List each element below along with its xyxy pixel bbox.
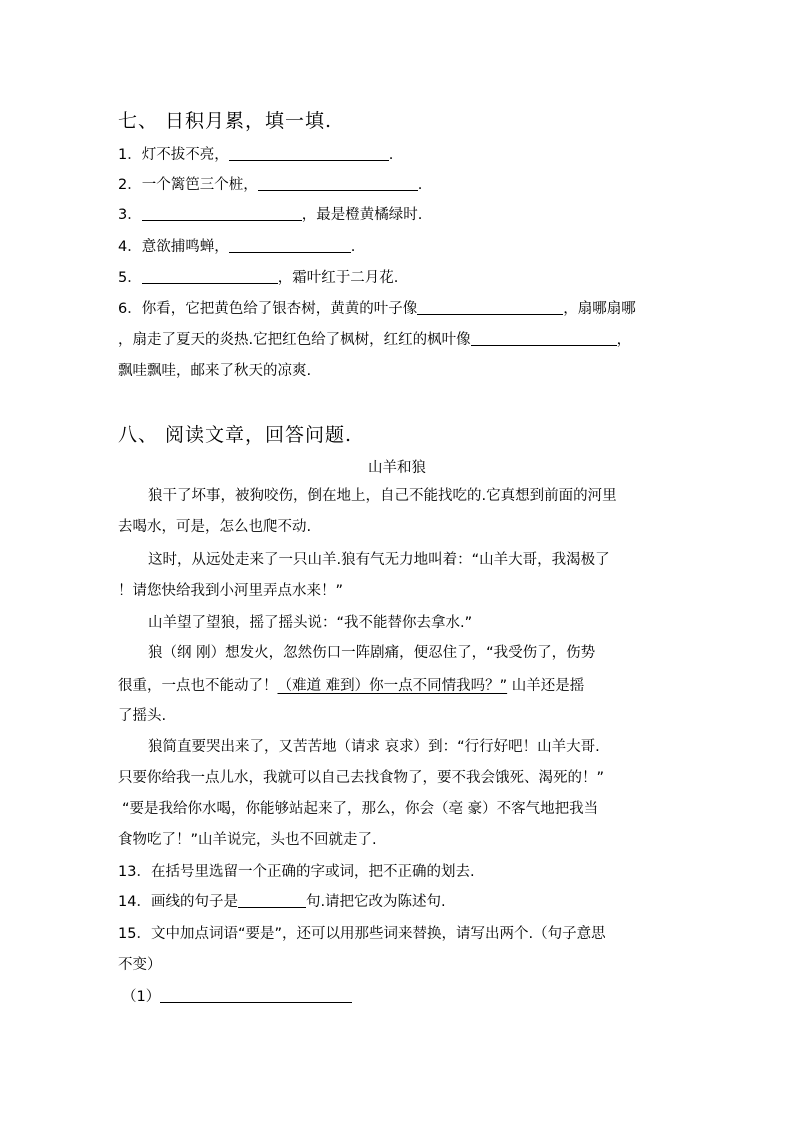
answer-blank-2[interactable] bbox=[258, 176, 418, 191]
answer-blank-4[interactable] bbox=[229, 238, 351, 253]
paragraph-2b: ！请您快给我到小河里弄点水来！” bbox=[118, 583, 344, 599]
paragraph-1a: 狼干了坏事，被狗咬伤，倒在地上，自己不能找吃的.它真想到前面的河里 bbox=[148, 488, 617, 504]
paragraph-4b bbox=[118, 676, 584, 696]
question-2 bbox=[118, 175, 422, 195]
answer-blank-14[interactable] bbox=[238, 893, 306, 908]
question-6-line-3: 飘哇飘哇，邮来了秋天的凉爽. bbox=[118, 363, 312, 379]
paragraph-6b: 食物吃了！”山羊说完，头也不回就走了. bbox=[118, 832, 377, 848]
question-2-text: 2．一个篱笆三个桩， bbox=[118, 177, 258, 193]
question-4-text: 4．意欲捕鸣蝉， bbox=[118, 239, 229, 255]
question-1 bbox=[118, 145, 393, 165]
question-1-end: . bbox=[388, 147, 394, 163]
answer-1 bbox=[122, 987, 352, 1007]
question-3 bbox=[118, 205, 422, 225]
question-15b: 不变） bbox=[118, 957, 162, 973]
question-14-text: 14．画线的句子是 bbox=[118, 894, 238, 910]
question-3-text: 3． bbox=[118, 207, 142, 223]
paragraph-5a: 狼简直要哭出来了，又苦苦地（请求 哀求）到：“行行好吧！山羊大哥. bbox=[148, 739, 600, 755]
answer-blank-6b[interactable] bbox=[471, 331, 617, 346]
question-14 bbox=[118, 892, 446, 912]
section-8-title: 八、 阅读文章，回答问题. bbox=[118, 424, 353, 446]
question-6-text-1: 6．你看，它把黄色给了银杏树，黄黄的叶子像 bbox=[118, 301, 418, 317]
paragraph-4a: 狼（纲 刚）想发火，忽然伤口一阵剧痛，便忍住了，“我受伤了，伤势 bbox=[148, 645, 596, 661]
underlined-sentence: （难道 难到）你一点不同情我吗？” bbox=[277, 678, 508, 694]
paragraph-3: 山羊望了望狼，摇了摇头说：“我不能替你去拿水.” bbox=[148, 615, 473, 631]
question-6-text-4: ， bbox=[616, 332, 632, 348]
question-3-end: ，最是橙黄橘绿时. bbox=[301, 207, 423, 223]
question-5 bbox=[118, 268, 398, 288]
question-4-end: . bbox=[350, 239, 356, 255]
question-14-end: 句.请把它改为陈述句. bbox=[305, 894, 446, 910]
paragraph-5b: 只要你给我一点儿水，我就可以自己去找食物了，要不我会饿死、渴死的！” bbox=[118, 770, 605, 786]
question-4 bbox=[118, 237, 355, 257]
question-6-text-3: ，扇走了夏天的炎热.它把红色给了枫树，红红的枫叶像 bbox=[118, 332, 471, 348]
section-7-title: 七、 日积月累，填一填. bbox=[118, 110, 333, 132]
question-15a: 15．文中加点词语“要是”，还可以用那些词来替换，请写出两个.（句子意思 bbox=[118, 926, 606, 942]
question-13: 13．在括号里选留一个正确的字或词，把不正确的划去. bbox=[118, 864, 475, 880]
answer-blank-5[interactable] bbox=[142, 269, 278, 284]
paragraph-1b: 去喝水，可是，怎么也爬不动. bbox=[118, 519, 312, 535]
question-5-text: 5． bbox=[118, 270, 142, 286]
answer-1-label: （1） bbox=[122, 989, 161, 1005]
question-6-text-2: ，扇哪扇哪 bbox=[563, 301, 636, 317]
answer-blank-1[interactable] bbox=[229, 146, 389, 161]
question-6-line-1 bbox=[118, 299, 636, 319]
answer-blank-3[interactable] bbox=[142, 206, 302, 221]
answer-blank-6a[interactable] bbox=[417, 300, 563, 315]
paragraph-6a: “要是我给你水喝，你能够站起来了，那么，你会（亳 豪）不客气地把我当 bbox=[122, 801, 599, 817]
question-5-end: ，霜叶红于二月花. bbox=[277, 270, 399, 286]
story-title: 山羊和狼 bbox=[368, 460, 426, 476]
question-6-line-2 bbox=[118, 330, 631, 350]
paragraph-2a: 这时，从远处走来了一只山羊.狼有气无力地叫着：“山羊大哥，我渴极了 bbox=[148, 552, 610, 568]
paragraph-4b-start: 很重，一点也不能动了！ bbox=[118, 678, 278, 694]
paragraph-4b-end: 山羊还是摇 bbox=[507, 678, 585, 694]
answer-blank-15-1[interactable] bbox=[160, 988, 352, 1003]
paragraph-4c: 了摇头. bbox=[118, 708, 167, 724]
question-1-text: 1．灯不拔不亮， bbox=[118, 147, 229, 163]
question-2-end: . bbox=[417, 177, 423, 193]
